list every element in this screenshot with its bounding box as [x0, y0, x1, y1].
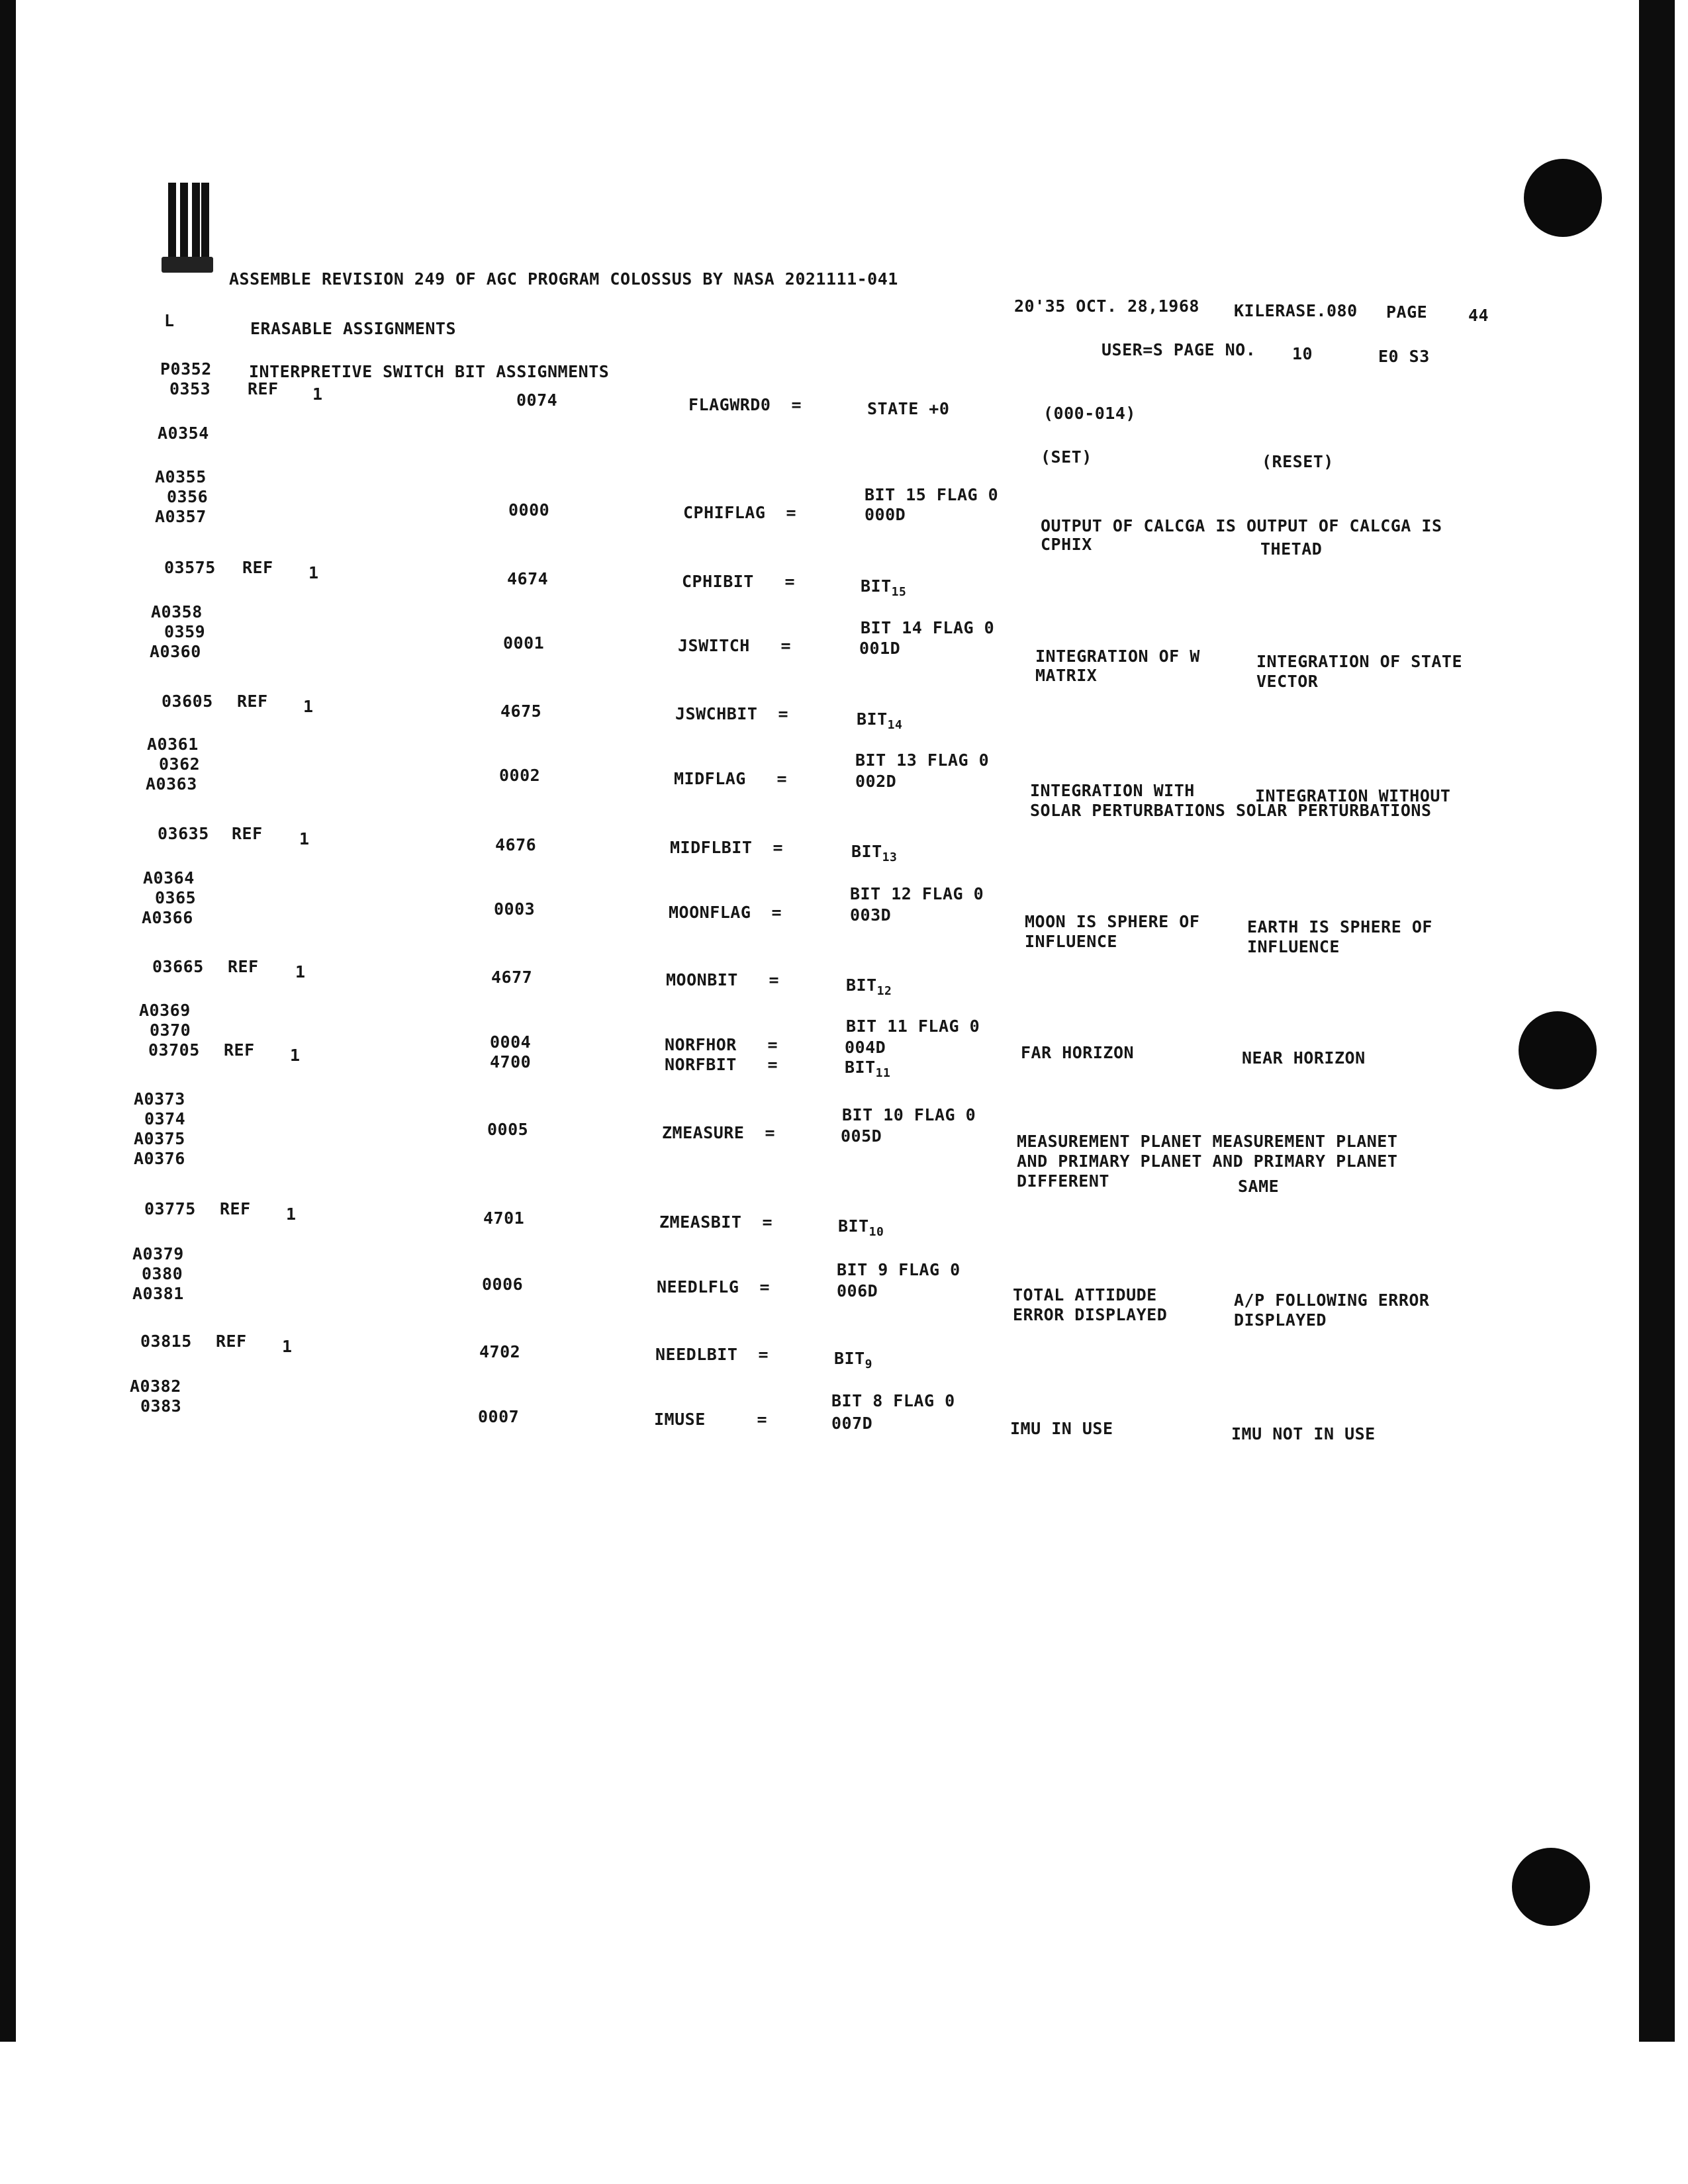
- listing-text: 4677: [491, 968, 533, 987]
- listing-text: NORFHOR =: [665, 1035, 778, 1054]
- listing-text: REF: [224, 1040, 255, 1060]
- listing-text: 0000: [508, 500, 550, 520]
- listing-text: 004D: [845, 1038, 886, 1057]
- listing-text: 03815: [140, 1332, 192, 1351]
- listing-text: 0006: [482, 1275, 524, 1294]
- listing-text: 005D: [841, 1126, 882, 1146]
- listing-text: 001D: [859, 639, 901, 658]
- listing-text: 0380: [142, 1264, 183, 1283]
- listing-text: A0369: [139, 1001, 191, 1020]
- listing-text: INFLUENCE: [1247, 937, 1340, 956]
- listing-text: BIT 13 FLAG 0: [855, 751, 990, 770]
- file-name: KILERASE.080: [1234, 301, 1358, 320]
- listing-text: BIT 8 FLAG 0: [831, 1391, 955, 1410]
- listing-text: 1: [286, 1205, 297, 1224]
- listing-text: INFLUENCE: [1025, 932, 1117, 951]
- listing-text: 0362: [159, 754, 201, 774]
- listing-text: 006D: [837, 1281, 878, 1300]
- listing-text: A/P FOLLOWING ERROR: [1234, 1291, 1430, 1310]
- listing-text: REF: [248, 379, 279, 398]
- listing-text: 4676: [495, 835, 537, 854]
- listing-text: 03635: [158, 824, 209, 843]
- listing-text: 0074: [516, 390, 558, 410]
- listing-text: 1: [295, 962, 306, 981]
- listing-text: INTEGRATION WITHOUT: [1255, 786, 1451, 805]
- listing-text: NORFBIT =: [665, 1055, 778, 1074]
- listing-text: 0374: [144, 1109, 186, 1128]
- listing-text: BIT 14 FLAG 0: [861, 618, 995, 637]
- listing-text: INTEGRATION OF W: [1035, 647, 1200, 666]
- listing-text: A0358: [151, 602, 203, 621]
- listing-text: BIT 10 FLAG 0: [842, 1105, 976, 1124]
- listing-text: 1: [308, 563, 319, 582]
- listing-text: $BIT_9$: [834, 1349, 872, 1371]
- listing-text: 1: [303, 697, 314, 716]
- listing-text: FAR HORIZON: [1021, 1043, 1135, 1062]
- listing-text: INTERPRETIVE SWITCH BIT ASSIGNMENTS: [249, 362, 610, 381]
- listing-text: A0375: [134, 1129, 185, 1148]
- listing-text: REF: [228, 957, 259, 976]
- listing-text: A0382: [130, 1377, 181, 1396]
- listing-text: 03665: [152, 957, 204, 976]
- listing-text: 0007: [478, 1407, 520, 1426]
- listing-text: MOONBIT =: [666, 970, 780, 989]
- listing-text: JSWITCH =: [678, 636, 792, 655]
- listing-text: 03775: [144, 1199, 196, 1218]
- listing-text: IMU NOT IN USE: [1231, 1424, 1376, 1443]
- listing-text: A0381: [132, 1284, 184, 1303]
- listing-text: CPHIBIT =: [682, 572, 796, 591]
- listing-text: A0376: [134, 1149, 185, 1168]
- listing-text: $BIT_{14}$: [857, 709, 903, 732]
- listing-text: 4674: [507, 569, 549, 588]
- listing-text: REF: [242, 558, 273, 577]
- listing-text: NEAR HORIZON: [1242, 1048, 1366, 1068]
- listing-text: MIDFLBIT =: [670, 838, 784, 857]
- listing-text: 1: [312, 385, 323, 404]
- listing-text: A0379: [132, 1244, 184, 1263]
- listing-text: 0370: [150, 1021, 191, 1040]
- listing-text: BIT 12 FLAG 0: [850, 884, 984, 903]
- listing-text: 0356: [167, 487, 209, 506]
- listing-text: 03575: [164, 558, 216, 577]
- listing-text: BIT 15 FLAG 0: [865, 485, 999, 504]
- listing-text: JSWCHBIT =: [675, 704, 789, 723]
- listing-text: $BIT_{10}$: [838, 1216, 884, 1239]
- listing-text: MOONFLAG =: [669, 903, 782, 922]
- listing-text: TOTAL ATTIDUDE: [1013, 1285, 1157, 1304]
- listing-text: 4700: [490, 1052, 532, 1071]
- listing-text: MATRIX: [1035, 666, 1098, 685]
- listing-text: ERROR DISPLAYED: [1013, 1305, 1168, 1324]
- listing-text: A0363: [146, 774, 197, 794]
- listing-text: NEEDLFLG =: [657, 1277, 771, 1297]
- listing-text: ZMEASURE =: [662, 1123, 776, 1142]
- listing-text: 4702: [479, 1342, 521, 1361]
- listing-text: 003D: [850, 905, 892, 925]
- listing-text: STATE +0: [867, 399, 950, 418]
- listing-text: SOLAR PERTURBATIONS SOLAR PERTURBATIONS: [1030, 801, 1432, 820]
- listing-text: CPHIX: [1041, 535, 1092, 554]
- listing-text: MOON IS SPHERE OF: [1025, 912, 1200, 931]
- listing-text: A0355: [155, 467, 207, 486]
- listing-text: 007D: [831, 1414, 873, 1433]
- users-page-label: USER=S PAGE NO.: [1102, 340, 1256, 359]
- listing-text: REF: [220, 1199, 251, 1218]
- listing-text: MEASUREMENT PLANET MEASUREMENT PLANET: [1017, 1132, 1398, 1151]
- listing-text: A0364: [143, 868, 195, 887]
- listing-text: A0360: [150, 642, 201, 661]
- listing-text: BIT 11 FLAG 0: [846, 1017, 980, 1036]
- listing-text: (SET): [1041, 447, 1092, 467]
- listing-text: A0373: [134, 1089, 185, 1109]
- listing-text: 1: [282, 1337, 293, 1356]
- listing-text: 4701: [483, 1208, 525, 1228]
- listing-text: 000D: [865, 505, 906, 524]
- listing-text: 0003: [494, 899, 536, 919]
- listing-text: INTEGRATION WITH: [1030, 781, 1195, 800]
- listing-text: SAME: [1238, 1177, 1280, 1196]
- listing-text: 03705: [148, 1040, 200, 1060]
- listing-text: 0001: [503, 633, 545, 653]
- column-l: L: [164, 311, 175, 330]
- listing-text: 4675: [500, 702, 542, 721]
- page-number: 44: [1468, 306, 1489, 325]
- page-label: PAGE: [1386, 302, 1428, 322]
- listing-text: REF: [237, 692, 268, 711]
- listing-text: $BIT_{12}$: [846, 976, 892, 998]
- listing-text: REF: [216, 1332, 247, 1351]
- listing-text: $BIT_{11}$: [845, 1058, 891, 1080]
- listing-text: THETAD: [1260, 539, 1323, 559]
- listing-text: 0383: [140, 1396, 182, 1416]
- listing-text: ZMEASBIT =: [659, 1212, 773, 1232]
- listing-text: A0361: [147, 735, 199, 754]
- listing-text: CPHIFLAG =: [683, 503, 797, 522]
- listing-text: BIT 9 FLAG 0: [837, 1260, 961, 1279]
- listing-text: 002D: [855, 772, 897, 791]
- listing-text: INTEGRATION OF STATE: [1256, 652, 1463, 671]
- listing-text: AND PRIMARY PLANET AND PRIMARY PLANET: [1017, 1152, 1398, 1171]
- listing-text: 0359: [164, 622, 206, 641]
- listing-text: 0002: [499, 766, 541, 785]
- listing-text: P0352: [160, 359, 212, 379]
- listing-text: $BIT_{13}$: [851, 842, 898, 864]
- listing-text: 0005: [487, 1120, 529, 1139]
- listing-text: MIDFLAG =: [674, 769, 788, 788]
- section-title: ERASABLE ASSIGNMENTS: [250, 319, 457, 338]
- listing-text: FLAGWRD0 =: [688, 395, 802, 414]
- listing-text: A0357: [155, 507, 207, 526]
- e0-s3: E0 S3: [1378, 347, 1430, 366]
- listing-text: (000-014): [1043, 404, 1136, 423]
- listing-text: 0353: [169, 379, 211, 398]
- listing-text: 0365: [155, 888, 197, 907]
- listing-text: DISPLAYED: [1234, 1310, 1327, 1330]
- listing-text: OUTPUT OF CALCGA IS OUTPUT OF CALCGA IS: [1041, 516, 1442, 535]
- listing-text: DIFFERENT: [1017, 1171, 1109, 1191]
- listing-text: REF: [232, 824, 263, 843]
- listing-text: IMUSE =: [654, 1410, 768, 1429]
- users-page-number: 10: [1292, 344, 1313, 363]
- listing-text: A0366: [142, 908, 193, 927]
- listing-text: 1: [290, 1046, 301, 1065]
- listing-text: IMU IN USE: [1010, 1419, 1113, 1438]
- date-time: 20'35 OCT. 28,1968: [1014, 296, 1199, 316]
- listing-text: $BIT_{15}$: [861, 576, 907, 599]
- listing-text: 0004: [490, 1032, 532, 1052]
- listing-text: A0354: [158, 424, 209, 443]
- listing-text: VECTOR: [1256, 672, 1319, 691]
- listing-text: 03605: [162, 692, 213, 711]
- assemble-line: ASSEMBLE REVISION 249 OF AGC PROGRAM COLOSSUS BY NASA 2021111-041: [229, 269, 898, 289]
- listing-text: NEEDLBIT =: [655, 1345, 769, 1364]
- listing-text: (RESET): [1262, 452, 1334, 471]
- listing-text: 1: [299, 829, 310, 848]
- listing-text: EARTH IS SPHERE OF: [1247, 917, 1432, 936]
